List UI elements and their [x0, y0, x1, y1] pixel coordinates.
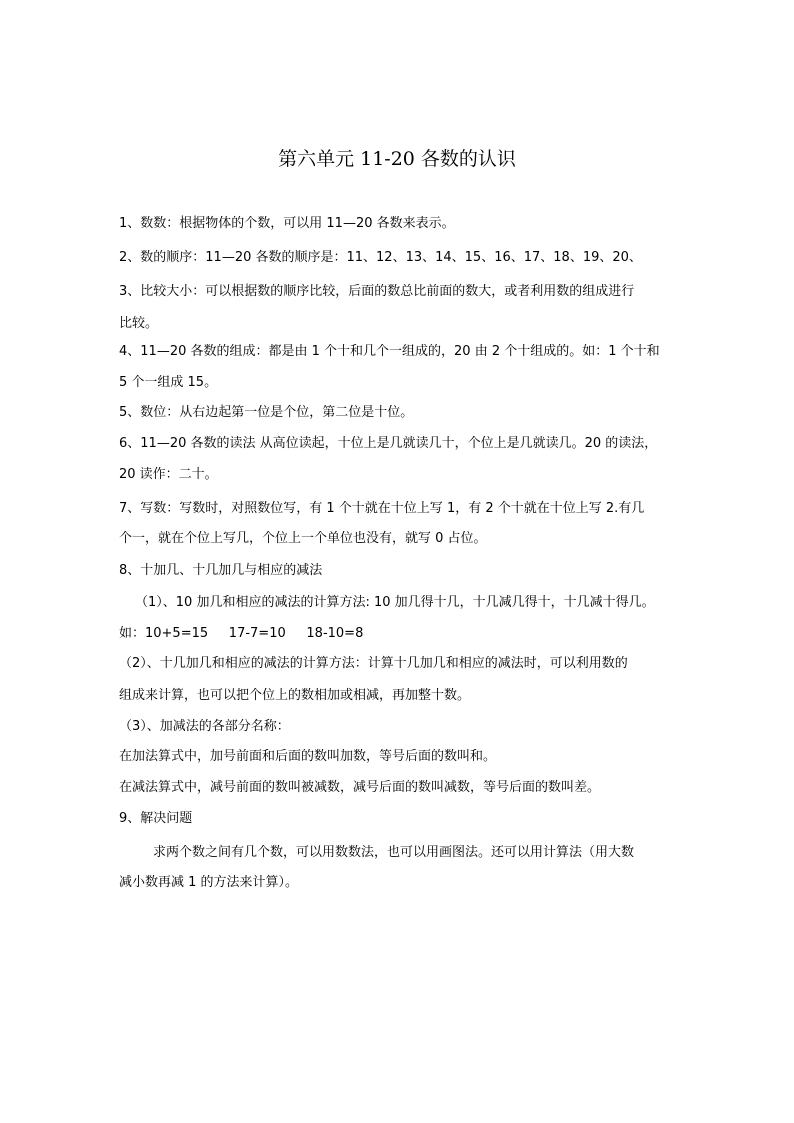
text-line: 个一，就在个位上写几，个位上一个单位也没有，就写 0 占位。 — [119, 531, 487, 546]
text-line: 7、写数：写数时，对照数位写，有 1 个十就在十位上写 1，有 2 个十就在十位上写 2.有几 — [119, 501, 645, 516]
text-line: 5、数位：从右边起第一位是个位，第二位是十位。 — [119, 405, 414, 420]
text-line: 比较。 — [119, 316, 159, 331]
text-line: 3、比较大小：可以根据数的顺序比较，后面的数总比前面的数大，或者利用数的组成进行 — [119, 284, 635, 299]
text-line: 5 个一组成 15。 — [119, 375, 218, 390]
text-line: 在加法算式中，加号前面和后面的数叫加数，等号后面的数叫和。 — [119, 749, 497, 764]
text-line: 求两个数之间有几个数，可以用数数法，也可以用画图法。还可以用计算法（用大数 — [153, 845, 635, 860]
text-line: 8、十加几、十几加几与相应的减法 — [119, 563, 323, 578]
text-line: 在减法算式中，减号前面的数叫被减数，减号后面的数叫减数，等号后面的数叫差。 — [119, 780, 601, 795]
text-line: 6、11—20 各数的读法 从高位读起，十位上是几就读几十，个位上是几就读几。20 的读法， — [119, 436, 658, 451]
text-line: 1、数数：根据物体的个数，可以用 11—20 各数来表示。 — [119, 216, 455, 231]
text-line: （1）、10 加几和相应的减法的计算方法: 10 加几得十几，十几减几得十，十几减十得几。 — [135, 595, 655, 610]
text-line: 减小数再减 1 的方法来计算）。 — [119, 875, 299, 890]
text-line: 4、11—20 各数的组成：都是由 1 个十和几个一组成的，20 由 2 个十组成的。如：1 个十和 — [119, 344, 660, 359]
text-line: 如：10+5=15 17-7=10 18-10=8 — [119, 626, 364, 641]
text-line: 组成来计算，也可以把个位上的数相加或相减，再加整十数。 — [119, 688, 471, 703]
text-line: （2）、十几加几和相应的减法的计算方法：计算十几加几和相应的减法时，可以利用数的 — [119, 656, 628, 671]
text-line: 2、数的顺序：11—20 各数的顺序是：11、12、13、14、15、16、17、18、19、20、 — [119, 250, 642, 265]
text-line: 9、解决问题 — [119, 811, 193, 826]
text-line: （3）、加减法的各部分名称： — [119, 719, 290, 734]
page-title: 第六单元 11-20 各数的认识 — [278, 148, 516, 170]
text-line: 20 读作：二十。 — [119, 467, 218, 482]
